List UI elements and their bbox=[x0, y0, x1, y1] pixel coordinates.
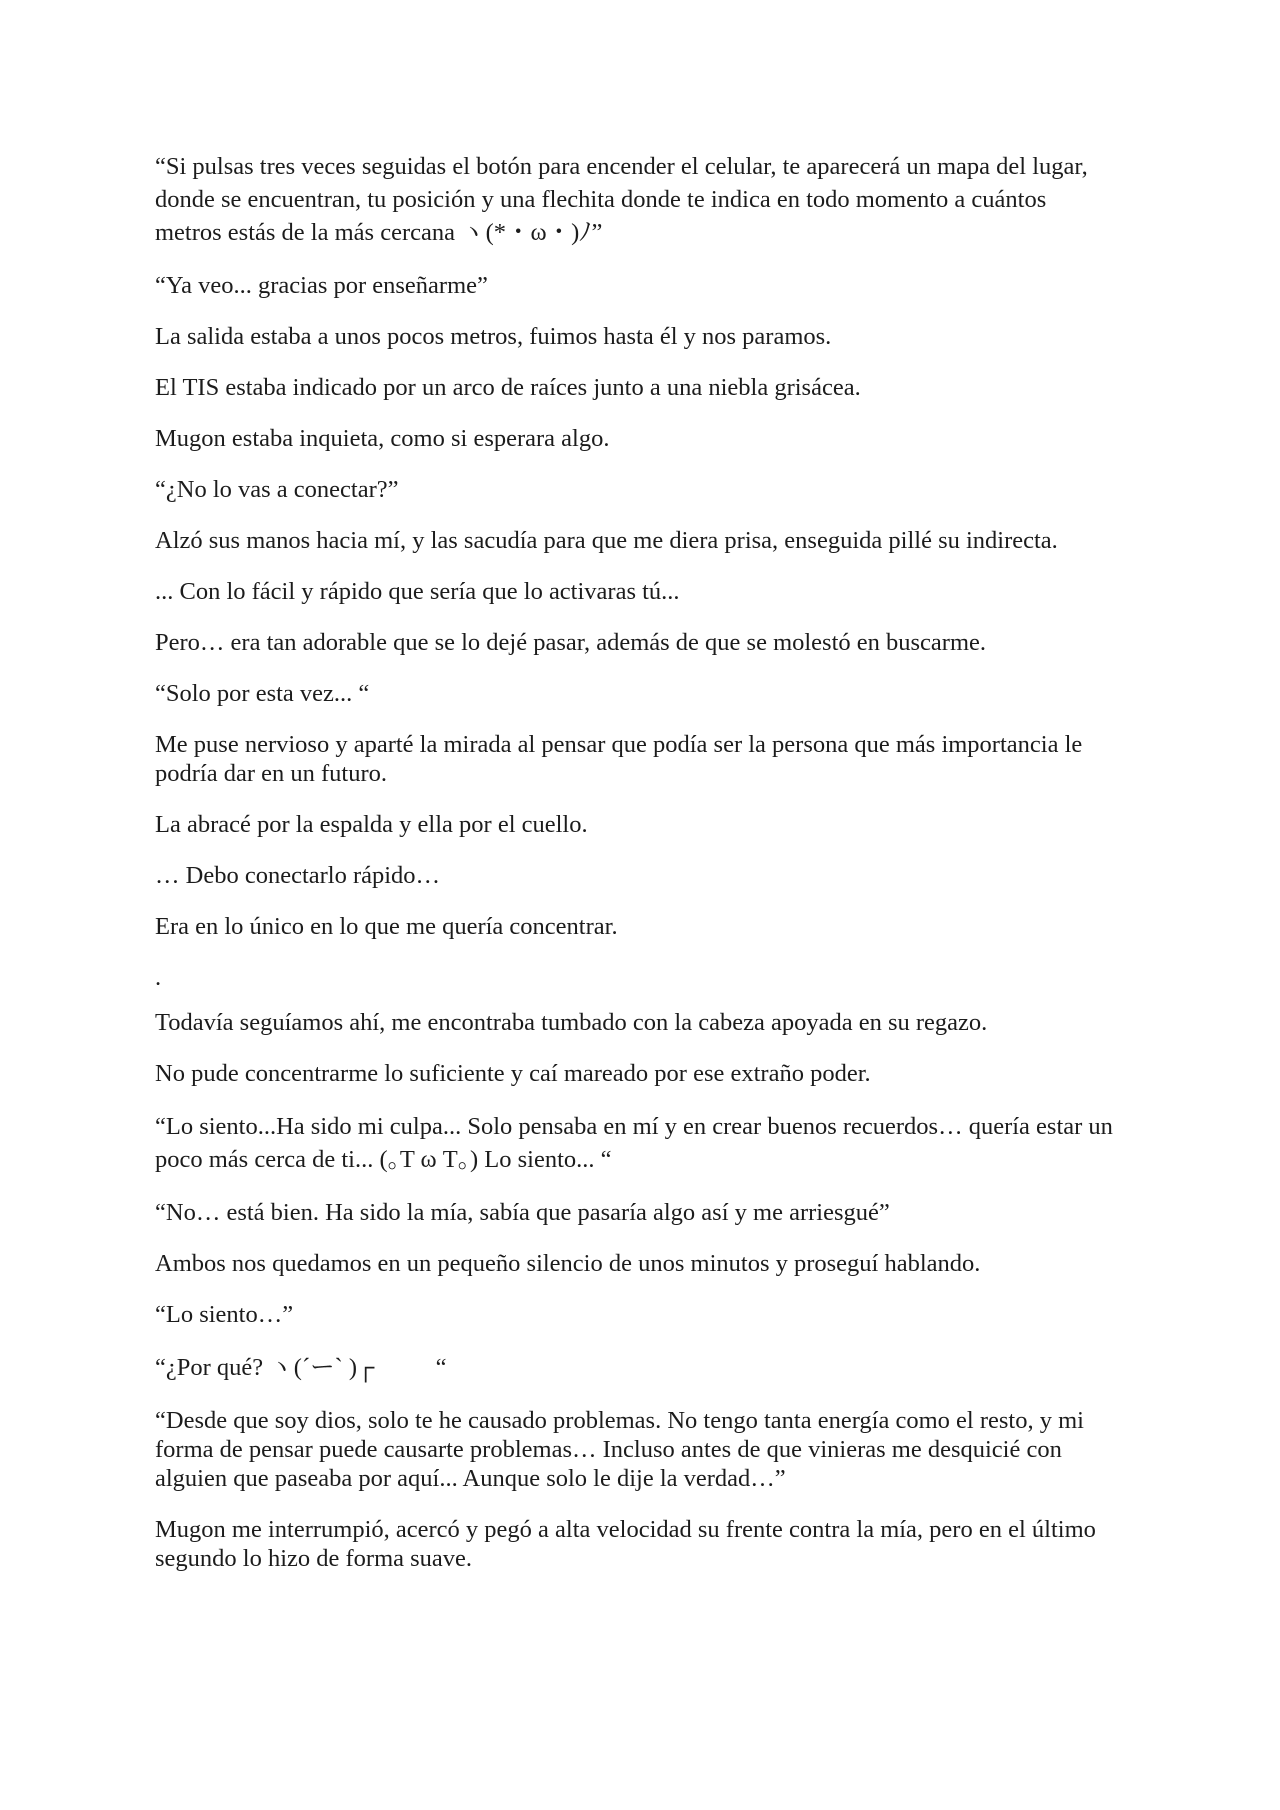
paragraph-tis: El TIS estaba indicado por un arco de raíces junto a una niebla grisácea. bbox=[155, 374, 861, 401]
paragraph-facil-rapido: ... Con lo fácil y rápido que sería que lo activaras tú... bbox=[155, 578, 680, 605]
paragraph-alzo-manos: Alzó sus manos hacia mí, y las sacudía para que me diera prisa, enseguida pillé su indirecta. bbox=[155, 527, 1058, 554]
document-page bbox=[155, 150, 1120, 1595]
paragraph-map-explanation: “Si pulsas tres veces seguidas el botón para encender el celular, te aparecerá un mapa del lugar, donde se encuentran, tu posición y una flechita donde te indica en todo momento a cuántos metros estás de la más cercana ヽ(*・ω・)ﾉ” bbox=[155, 153, 1094, 246]
paragraph-por-que: “¿Por qué? ヽ(´ー` )┌ “ bbox=[155, 1354, 447, 1381]
paragraph-salida: La salida estaba a unos pocos metros, fuimos hasta él y nos paramos. bbox=[155, 323, 832, 350]
scene-break: . bbox=[155, 964, 162, 991]
paragraph-conectar: “¿No lo vas a conectar?” bbox=[155, 476, 399, 503]
paragraph-mugon-inquieta: Mugon estaba inquieta, como si esperara algo. bbox=[155, 425, 610, 452]
paragraph-desde-que-soy-dios: “Desde que soy dios, solo te he causado problemas. No tengo tanta energía como el resto, y mi forma de pensar puede causarte problemas… Incluso antes de que vinieras me desquicié con alguien que paseaba por aquí... Aunque solo le dije la verdad…” bbox=[155, 1407, 1091, 1492]
paragraph-abrace: La abracé por la espalda y ella por el cuello. bbox=[155, 811, 588, 838]
paragraph-solo-esta-vez: “Solo por esta vez... “ bbox=[155, 680, 370, 707]
paragraph-debo-conectar: … Debo conectarlo rápido… bbox=[155, 862, 441, 889]
paragraph-silencio: Ambos nos quedamos en un pequeño silencio de unos minutos y proseguí hablando. bbox=[155, 1250, 981, 1277]
paragraph-esta-bien: “No… está bien. Ha sido la mía, sabía que pasaría algo así y me arriesgué” bbox=[155, 1199, 890, 1226]
paragraph-lo-siento-culpa: “Lo siento...Ha sido mi culpa... Solo pensaba en mí y en crear buenos recuerdos… quería estar un poco más cerca de ti... (｡T ω T｡) Lo siento... “ bbox=[155, 1113, 1120, 1173]
paragraph-concentrar: Era en lo único en lo que me quería concentrar. bbox=[155, 913, 618, 940]
paragraph-ya-veo: “Ya veo... gracias por enseñarme” bbox=[155, 272, 488, 299]
paragraph-adorable: Pero… era tan adorable que se lo dejé pasar, además de que se molestó en buscarme. bbox=[155, 629, 987, 656]
paragraph-mareado: No pude concentrarme lo suficiente y caí mareado por ese extraño poder. bbox=[155, 1060, 871, 1087]
paragraph-tumbado: Todavía seguíamos ahí, me encontraba tumbado con la cabeza apoyada en su regazo. bbox=[155, 1009, 988, 1036]
paragraph-mugon-interrumpio: Mugon me interrumpió, acercó y pegó a alta velocidad su frente contra la mía, pero en el último segundo lo hizo de forma suave. bbox=[155, 1516, 1102, 1572]
paragraph-lo-siento: “Lo siento…” bbox=[155, 1301, 294, 1328]
paragraph-nervioso: Me puse nervioso y aparté la mirada al pensar que podía ser la persona que más importancia le podría dar en un futuro. bbox=[155, 731, 1089, 787]
